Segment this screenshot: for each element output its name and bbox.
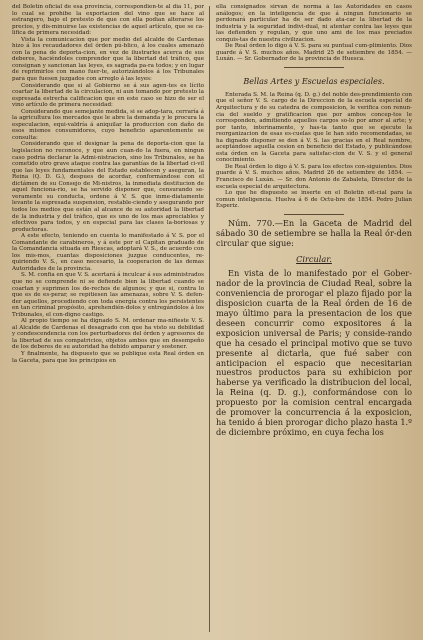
column-divider [209, 6, 210, 632]
circular-block [216, 219, 412, 438]
section-rule [284, 67, 344, 68]
left-column [12, 4, 204, 636]
section-rule [284, 214, 344, 215]
paragraph: Vista la comunicacion que por medio del alcalde de Cardenas hizo á los recaudadores del órden pú-blico, á los cuales amenazó con la pena de deporta-cion, en vez de ilustrarles acerca de sus deberes, haciéndoles comprender que la libertad del tráfico, que consignan y sancionan las leyes, es sagrada pa-ra todos; y en lugar de reprimirlos con mano fuer-te, autorizándolos á los Tribunales para que fuesen juzgados con arreglo á las leyes: [12, 36, 204, 83]
paragraph: Considerando que el designar la pena de deporta-cion que la legislacion no reconoce, y que aun cuan-do la fuera, en ningun caso podria declarar la Admi-nistracion, sino los Tribunales, se ha cometido otro grave ataque contra las garantías de la libertad ci-vil que las leyes fundamentales del Estado establecen y aseguran, la Reina (Q. D. G.), despues de acordar, conformándose con el dictámen de su Consejo de Mi-nistros, la inmediata destitucion de aquel funciona-rio, se ha servido disponer que, censurando se-veramente su conducta, ordene á V. S. que inme-diatamente levante la espresada suspension, restable-ciendo y asegurando por todos los medios que están al alcance de su autoridad la libertad de la industria y del tráfico, que es uno de los mas apreciables y efectivos para todos, y en especial para las clases la-boriosas y productoras. [12, 141, 204, 233]
paragraph: Y finalmente, ha dispuesto que se publique esta Real órden en la Gaceta, para que los principios en [12, 350, 204, 364]
paragraph: ella consignados sirvan de norma á las Autoridades en casos análogos; en la inteligencia de que á ningun funcionario se perdonará particular ha de ser dado ata-car la libertad de la industria y la seguridad indivi-dual, ni atentar contra las leyes que las defienden y regulan, y que uno ami de los mas preciados conquis-tas de nuestra civilizacion. [216, 4, 412, 43]
paragraph: Considerando que si al Gobierno se á sus agen-tes es lícito coartar la libertad de la circulacion, ni aun tomando por pretesto la espresada estrecha calificacion que en este caso se hizo de ser el vino artículo de primera necesidad: [12, 82, 204, 109]
circular-intro: Núm. 770.—En la Gaceta de Madrid del sábado 30 de setiembre se halla la Real ór-den circular que sigue: [216, 217, 412, 248]
paragraph: Al propio tiempo se ha dignado S. M. ordenar ma-nifieste V. S. al Alcalde de Cardenas el desagrado con que ha visto su debilidad y condescendencia con los perturbadores del órden y agresores de la libertad de sus compatricios, objetos ambos que en desempeño de los deberes de su autoridad ha debido amparar y sostener. [12, 318, 204, 351]
paragraph: del Boletín oficial de esa provincia, correspondien-te al dia 11, por lo cual se prohibe la exportacion del vino que se hace al estrangero, bajo el pretesto de que con ella podian alterarse los precios, y dis-minuirse las existencias de aquel artículo, que se ca-lifica de primera necesidad: [12, 4, 204, 37]
paragraph: A este efecto, teniendo en cuenta lo manifestado á V. S. por el Comandante de carabineros, y á este por el Capitan graduado de la Comandancia situada en Riescas, adoptará V. S., de acuerdo con los mis-mos, cuantas disposiciones juzgue conducentes, re-quiriendo V. S., en caso necesario, la cooperacion de las demas Autoridades de la provincia. [12, 233, 204, 272]
right-column [216, 4, 412, 636]
circular-subtitle [216, 255, 412, 265]
paragraph: Considerando que semejante medida, si se adop-tara, cerraría á la agricultura los mercados que le abre la demanda y le procura la especulacion, equi-valdría á aniquilar la produccion con daño de esos mismos consumidores, cuyo beneficio aparentemente se consulta: [12, 108, 204, 141]
circular-body: En vista de lo manifestado por el Gober-nador de la provincia de Ciudad Real, sobre la conveniencia de prorogar el plazo fijado por la disposicion cuarta de la Real órden de 16 de mayo último para la presentacion de los que deseen concurrir como expositores á la exposicion universal de Paris; y conside-rando que ha cesado el principal motivo que se tuvo presente al dictarla, que fué saber con anticipacion el espacio que necesitarian nuestros productos para su exhibicion por haberse ya verificado la distribucion del local, la Reina (q. D. g.), conformándose con lo propuesto por la comision central encargada de promover la concurrencia á la exposicion, ha tenido á bien prorogar dicho plazo hasta 1.º de diciembre próximo, en cuya fecha los [216, 268, 412, 437]
section-title: Bellas Artes y Escuelas especiales. [243, 76, 385, 86]
paragraph: S. M. confia en que V. S. acertará á inculcar á sus administrados que no se comprende ni se defiende bien la libertad cuando se coartan y suprimen los de-rechos de algunos; y que si, contra lo que es de es-perar, se repitiesen las amenazas, sobre V. S. defen-der aquellos, procediendo con toda energía contra los persistentes en tan criminal propósito, aprehendién-dolos y entregándolos á los Tribunales, el con-digno castigo. [12, 272, 204, 318]
paragraph: De Real órden lo digo á V. S. para su puntual cum-plimiento. Dios guarde á V. S. muchos años. Madrid 25 de setiembre de 1854. — Luxán. — Sr. Gobernador de la provincia de Huesca. [216, 43, 412, 63]
paragraph: De Real órden lo digo á V. S. para los efectos con-siguientes. Dios guarde á V. S. muchos años. Madrid 26 de setiembre de 1854. — Francisco de Luxán. — Sr. don Antonio de Zabaleta, Director de la escuela especial de arquitectura. [216, 163, 412, 190]
paragraph: Enterada S. M. la Reina (q. D. g.) del noble des-prendimiento con que el señor V. S. cargo de la Direccion de la escuela especial de Arquitectura y de su catedra de composicion, le verifica con renun-cia del sueldo y gratificacion que por ambos concep-tos le corresponden, admitiendo aquellos cargos so-lo por amor al arte; y por tanto, interinamente, y has-ta tanto que se ejecute la reorganizacion de esas es-cuelas que le han sido recomendadas, se ha dignado disponer se den á V. S. las gracias en el Real nombre, aceptándose aquella cesion en beneficio del Estado, y publicándose esta órden en la Gaceta para satisfac-cion de V. S. y el general conocimiento. [216, 91, 412, 164]
circular-subtitle-text: Circular. [296, 254, 332, 265]
paragraph: Lo que he dispuesto se inserte en el Boletin ofi-cial para la comun inteligencia. Huelva á 6 de Octu-bre de 1854. Pedro Julian Esperiz. [216, 190, 412, 210]
